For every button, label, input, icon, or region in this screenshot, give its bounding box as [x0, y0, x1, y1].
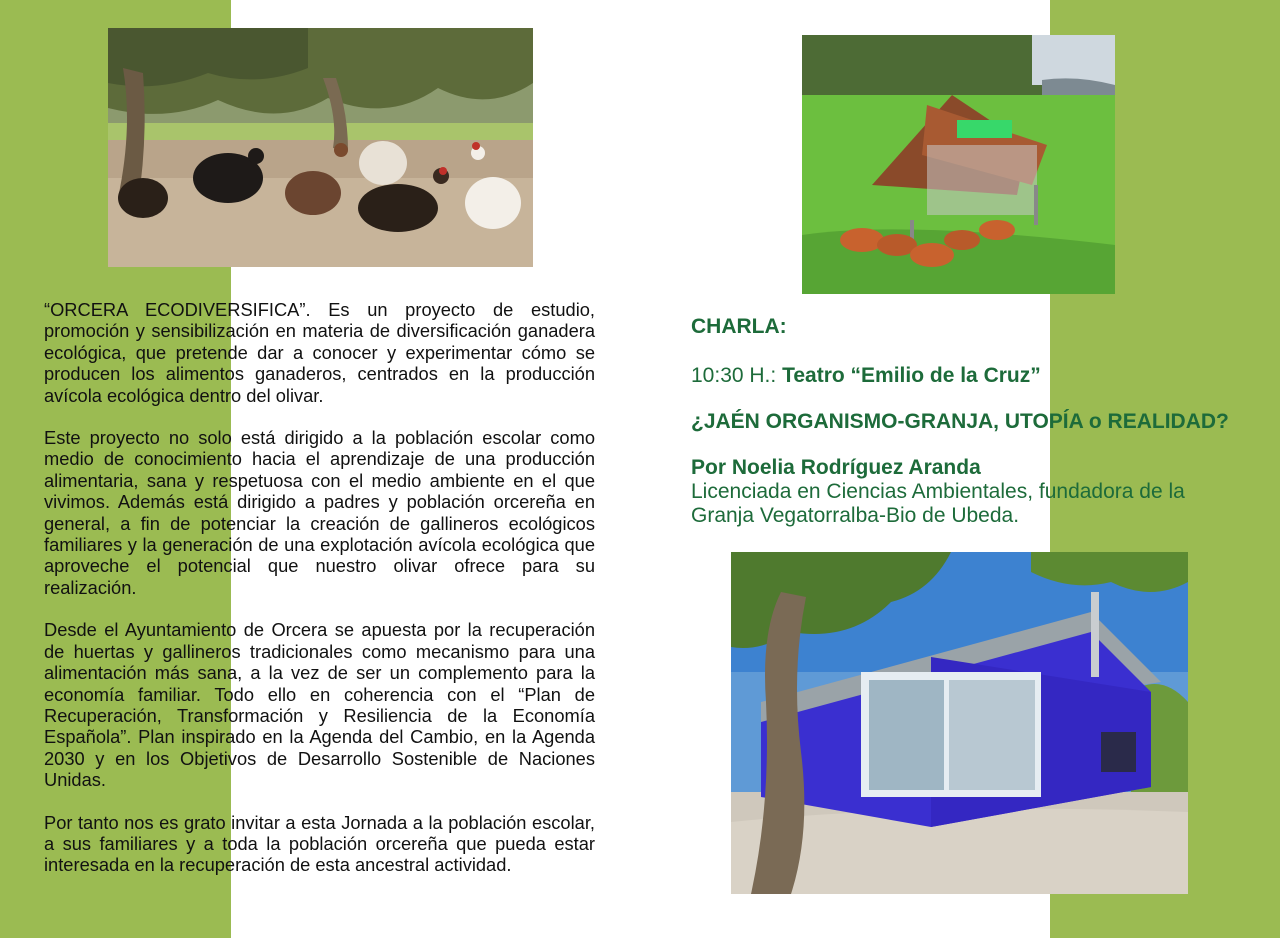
- intro-paragraph-3: Desde el Ayuntamiento de Orcera se apuesta por la recuperación de huertas y gallineros tradicionales como mecanismo para una alimentación más sana, a la vez de ser un complemento para la economía familiar. Todo ello en coherencia con el “Plan de Recuperación, Transformación y Resiliencia de la Economía Española”. Plan inspirado en la Agenda del Cambio, en la Agenda 2030 y en los Objetivos de Desarrollo Sostenible de Naciones Unidas.: [44, 619, 595, 791]
- speaker-name: Por Noelia Rodríguez Aranda: [691, 456, 981, 479]
- intro-paragraph-4: Por tanto nos es grato invitar a esta Jornada a la población escolar, a sus familiares y a toda la población orcereña que pueda estar interesada en la recuperación de esta ancestral actividad.: [44, 811, 595, 876]
- hens-under-olive-trees-image: [108, 28, 533, 267]
- blue-farm-building-image: [731, 552, 1188, 894]
- event-info: [691, 315, 1251, 528]
- speaker-bio-line-2: Granja Vegatorralba-Bio de Ubeda.: [691, 504, 1020, 527]
- event-time: 10:30 H.:: [691, 364, 777, 387]
- intro-paragraph-1: “ORCERA ECODIVERSIFICA”. Es un proyecto de estudio, promoción y sensibilización en materia de diversificación ganadera ecológica, que pretende dar a conocer y experimentar cómo se producen los alimentos ganaderos, centrados en la producción avícola ecológica dentro del olivar.: [44, 299, 595, 406]
- talk-title: ¿JAÉN ORGANISMO-GRANJA, UTOPÍA o REALIDAD?: [691, 410, 1229, 433]
- intro-paragraph-2: Este proyecto no solo está dirigido a la población escolar como medio de conocimiento hacia el aprendizaje de una producción alimentaria, sana y respetuosa con el medio ambiente en el que vivimos. Además está dirigido a padres y población orcereña en general, a fin de potenciar la creación de gallineros ecológicos familiares y la generación de una explotación avícola ecológica que aproveche el potencial que nuestro olivar ofrece para su realización.: [44, 427, 595, 598]
- event-venue: Teatro “Emilio de la Cruz”: [782, 364, 1041, 387]
- barn-photo: [731, 552, 1188, 894]
- hens-photo: [108, 28, 533, 267]
- event-heading: CHARLA:: [691, 315, 787, 338]
- mobile-chicken-coop-image: [802, 35, 1115, 294]
- speaker-bio-line-1: Licenciada en Ciencias Ambientales, fundadora de la: [691, 480, 1185, 503]
- event-time-venue: [691, 364, 1251, 388]
- intro-text: [44, 299, 595, 897]
- coop-photo: [802, 35, 1115, 294]
